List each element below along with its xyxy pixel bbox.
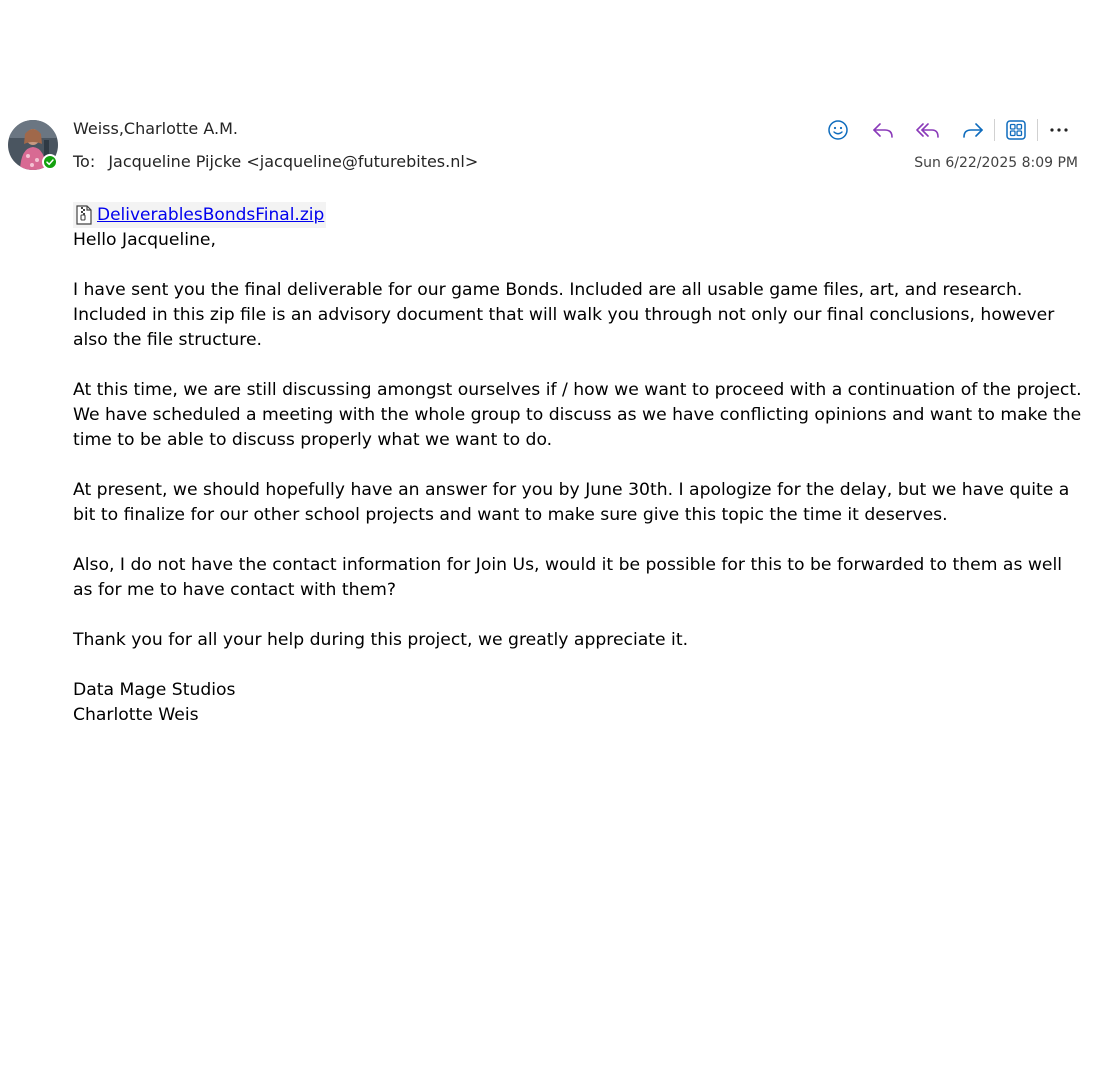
body-paragraph: Thank you for all your help during this project, we greatly appreciate it. <box>73 630 689 650</box>
presence-available-icon <box>42 154 58 170</box>
message-actions-toolbar <box>822 116 1080 144</box>
body-paragraph: I have sent you the final deliverable for our game Bonds. Included are all usable game files, art, and research. Included in this zip file is an advisory document that will walk you through not only our final conclusions, however also the file structure. <box>73 280 1055 350</box>
spacer <box>73 603 1083 628</box>
spacer <box>73 653 1083 678</box>
spacer <box>73 253 1083 278</box>
body-paragraph: At this time, we are still discussing amongst ourselves if / how we want to proceed with a continuation of the project. We have scheduled a meeting with the whole group to discuss as we have conflicting opinions and want to make the time to be able to discuss properly what we want to do. <box>73 380 1082 450</box>
reply-icon <box>871 119 895 141</box>
zip-file-icon <box>73 204 95 226</box>
apps-icon <box>1005 119 1027 141</box>
sender-name[interactable]: Weiss,Charlotte A.M. <box>73 119 238 138</box>
attachment-link[interactable]: DeliverablesBondsFinal.zip <box>97 205 325 225</box>
recipient-address[interactable]: Jacqueline Pijcke <jacqueline@futurebites.nl> <box>108 152 479 171</box>
forward-button[interactable] <box>957 116 989 144</box>
signature-name: Charlotte Weis <box>73 705 199 725</box>
sent-date: Sun 6/22/2025 8:09 PM <box>914 155 1078 171</box>
message-body <box>73 228 1083 728</box>
emoji-reaction-button[interactable] <box>822 116 854 144</box>
body-paragraph: Also, I do not have the contact information for Join Us, would it be possible for this to be forwarded to them as well as for me to have contact with them? <box>73 555 1063 600</box>
greeting: Hello Jacqueline, <box>73 230 216 250</box>
reply-all-icon <box>915 119 941 141</box>
spacer <box>73 453 1083 478</box>
toolbar-divider <box>1037 119 1038 141</box>
to-label: To: <box>73 152 96 171</box>
more-icon <box>1048 119 1070 141</box>
more-actions-button[interactable] <box>1043 116 1075 144</box>
attachment-link-container <box>73 202 326 228</box>
toolbar-divider <box>994 119 995 141</box>
body-paragraph: At present, we should hopefully have an answer for you by June 30th. I apologize for the delay, but we have quite a bit to finalize for our other school projects and want to make sure give this topic the time it deserves. <box>73 480 1070 525</box>
reply-all-button[interactable] <box>912 116 944 144</box>
spacer <box>73 528 1083 553</box>
signature-company: Data Mage Studios <box>73 680 236 700</box>
reply-button[interactable] <box>867 116 899 144</box>
spacer <box>73 353 1083 378</box>
forward-icon <box>961 119 985 141</box>
recipient-line <box>73 152 478 171</box>
apps-button[interactable] <box>1000 116 1032 144</box>
emoji-icon <box>827 119 849 141</box>
